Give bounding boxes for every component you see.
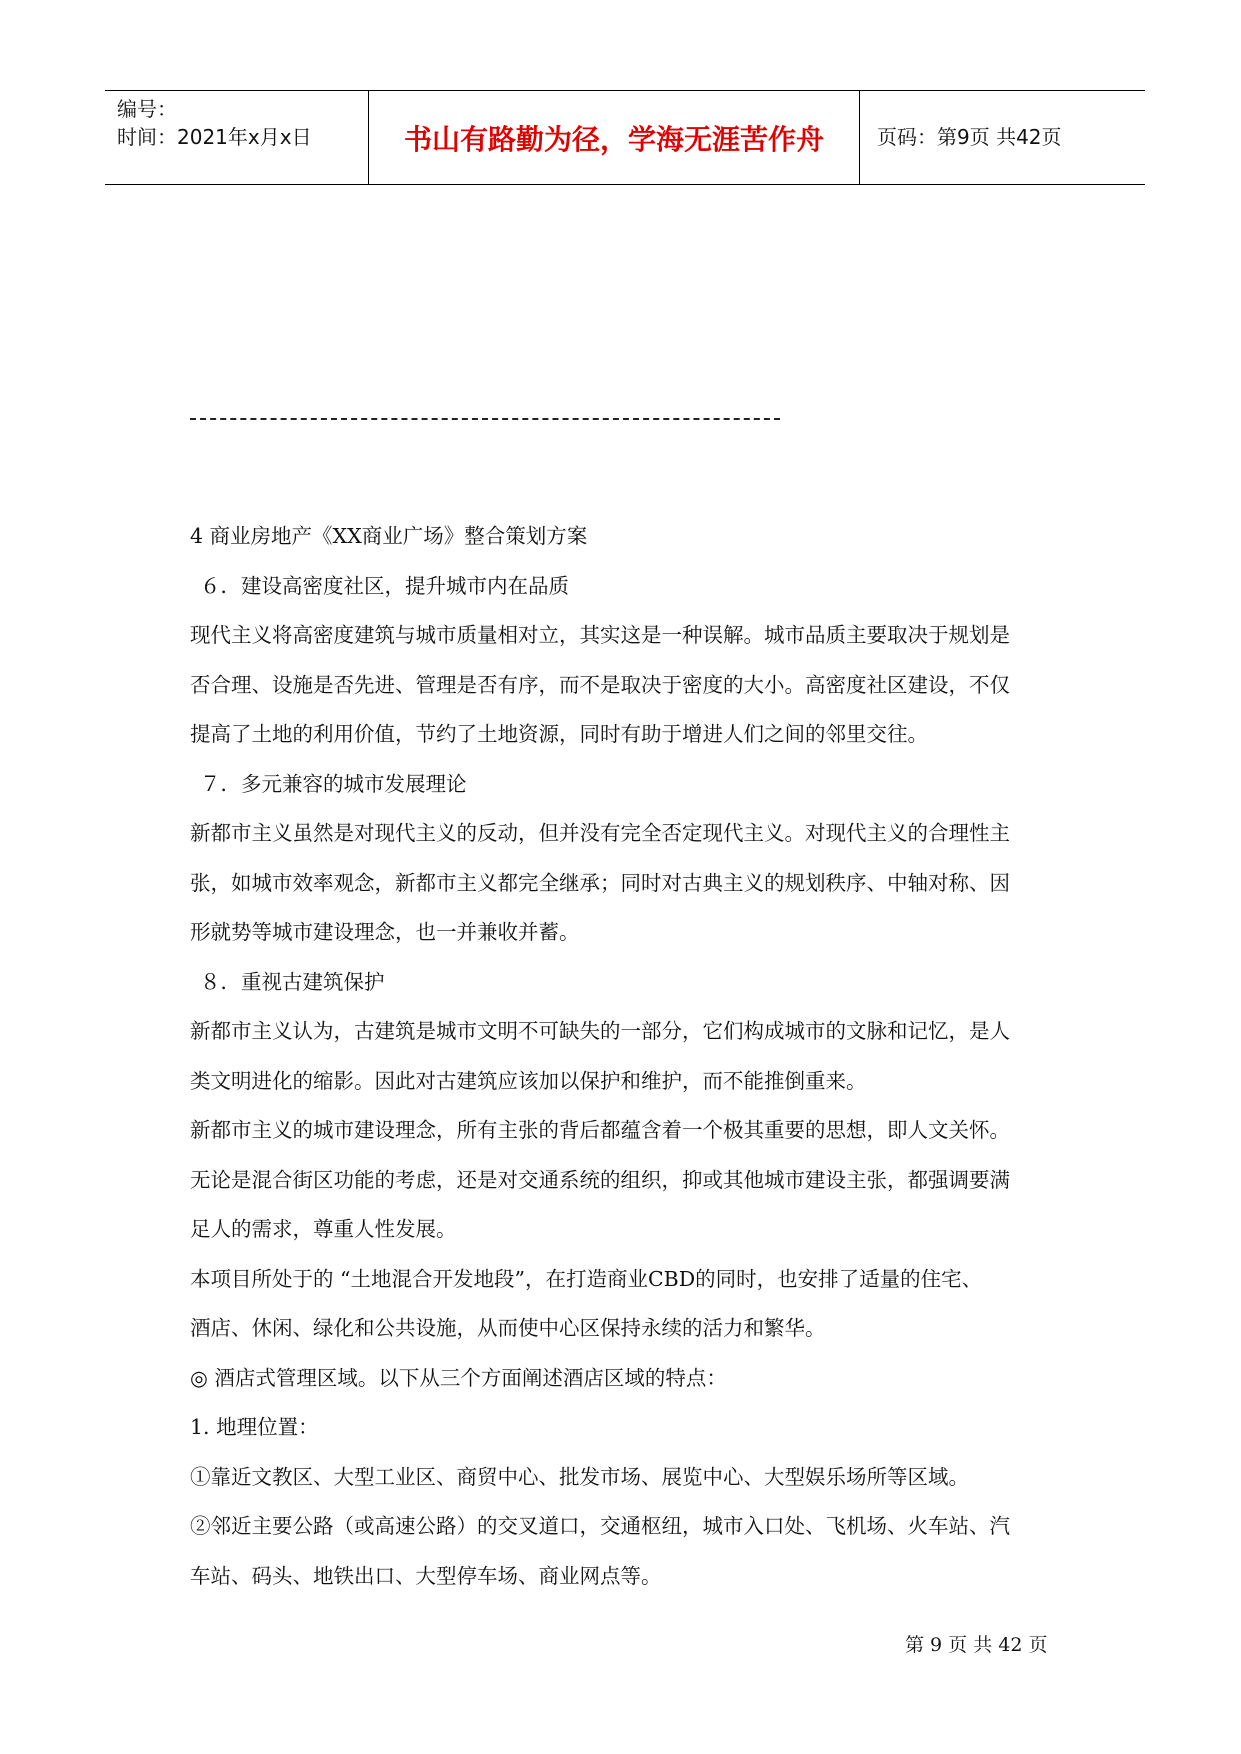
- paragraph-line: ◎ 酒店式管理区域。以下从三个方面阐述酒店区域的特点：: [190, 1365, 727, 1390]
- paragraph-line: 现代主义将高密度建筑与城市质量相对立，其实这是一种误解。城市品质主要取决于规划是: [190, 623, 1010, 647]
- paragraph-line: 酒店、休闲、绿化和公共设施，从而使中心区保持永续的活力和繁华。: [190, 1316, 826, 1340]
- paragraph-line: 提高了土地的利用价值，节约了土地资源，同时有助于增进人们之间的邻里交往。: [190, 722, 928, 746]
- paragraph-line: 本项目所处于的 “土地混合开发地段”，在打造商业CBD的同时，也安排了适量的住宅、: [190, 1266, 983, 1291]
- header-info-cell: [105, 91, 369, 184]
- page-number-label: 页码：第9页 共42页: [877, 125, 1062, 149]
- paragraph-line: 否合理、设施是否先进、管理是否有序，而不是取决于密度的大小。高密度社区建设，不仅: [190, 672, 1010, 697]
- paragraph-line: 类文明进化的缩影。因此对古建筑应该加以保护和维护，而不能推倒重来。: [190, 1068, 867, 1093]
- list-item: ②邻近主要公路（或高速公路）的交叉道口，交通枢纽，城市入口处、飞机场、火车站、汽: [190, 1514, 1010, 1538]
- time-label: 时间：2021年x月x日: [117, 125, 312, 149]
- paragraph-line: 新都市主义认为，古建筑是城市文明不可缺失的一部分，它们构成城市的文脉和记忆，是人: [190, 1019, 1010, 1043]
- document-body: [190, 512, 1070, 1601]
- serial-label: 编号：: [117, 97, 177, 121]
- list-item: 车站、码头、地铁出口、大型停车场、商业网点等。: [190, 1563, 662, 1588]
- paragraph-line: 足人的需求，尊重人性发展。: [190, 1217, 457, 1241]
- section-heading: ７．多元兼容的城市发展理论: [200, 771, 467, 796]
- page-header: [105, 90, 1145, 185]
- header-page-cell: [861, 91, 1145, 184]
- doc-title: 4 商业房地产《XX商业广场》整合策划方案: [190, 524, 588, 548]
- header-motto-cell: [369, 91, 860, 184]
- section-heading: ８．重视古建筑保护: [200, 969, 385, 994]
- paragraph-line: 无论是混合街区功能的考虑，还是对交通系统的组织，抑或其他城市建设主张，都强调要满: [190, 1167, 1010, 1192]
- paragraph-line: 新都市主义的城市建设理念，所有主张的背后都蕴含着一个极其重要的思想，即人文关怀。: [190, 1118, 1010, 1142]
- paragraph-line: 形就势等城市建设理念，也一并兼收并蓄。: [190, 920, 580, 944]
- page-footer: 第 9 页 共 42 页: [905, 1634, 1048, 1656]
- paragraph-line: 张，如城市效率观念，新都市主义都完全继承；同时对古典主义的规划秩序、中轴对称、因: [190, 870, 1010, 895]
- list-item: ①靠近文教区、大型工业区、商贸中心、批发市场、展览中心、大型娱乐场所等区域。: [190, 1464, 969, 1489]
- list-heading: 1. 地理位置：: [190, 1415, 319, 1439]
- paragraph-line: 新都市主义虽然是对现代主义的反动，但并没有完全否定现代主义。对现代主义的合理性主: [190, 821, 1010, 845]
- section-heading: ６．建设高密度社区，提升城市内在品质: [200, 573, 569, 598]
- motto-text: 书山有路勤为径，学海无涯苦作舟: [403, 123, 824, 156]
- dashed-separator: [190, 418, 780, 420]
